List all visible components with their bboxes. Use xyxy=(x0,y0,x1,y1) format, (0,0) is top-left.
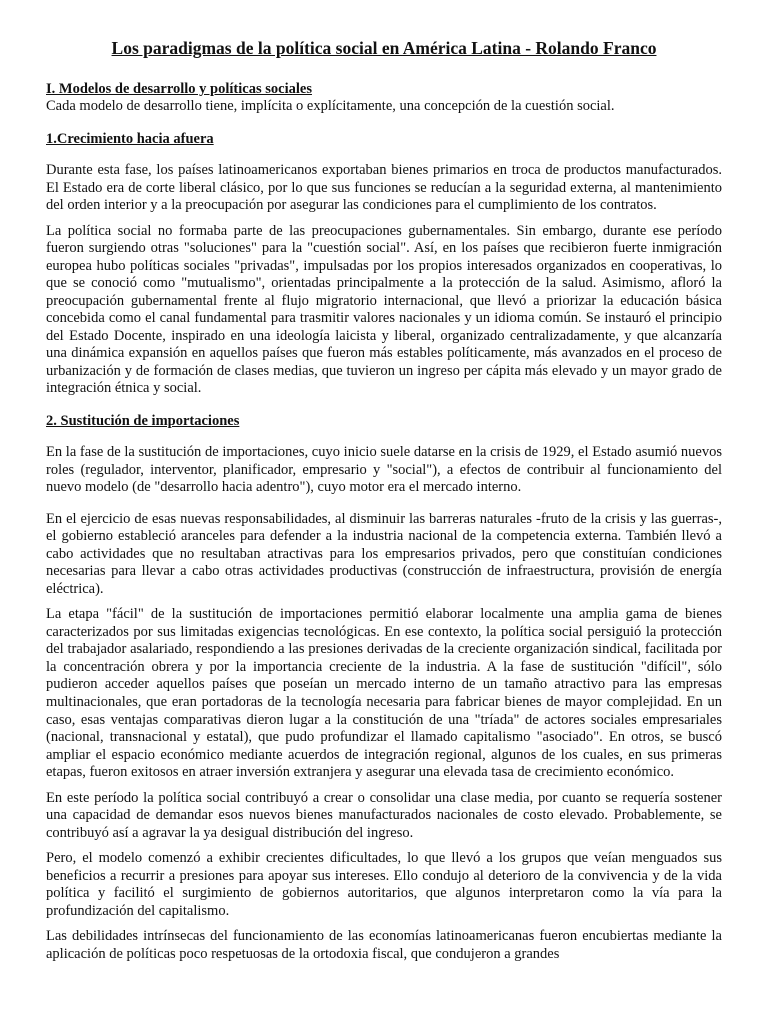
section-heading-modelos: I. Modelos de desarrollo y políticas sociales xyxy=(46,81,312,97)
section-intro-paragraph: Cada modelo de desarrollo tiene, implícita o explícitamente, una concepción de la cuestión social. xyxy=(46,98,615,115)
paragraph: En el ejercicio de esas nuevas responsabilidades, al disminuir las barreras naturales -fruto de la crisis y las guerras-, el gobierno estableció aranceles para defender a la industria nacional de la competencia externa. También llevó a cabo actividades que no resultaban atractivas para los empresarios privados, pero que constituían condiciones necesarias para llevar a cabo otras actividades productivas (construcción de infraestructura, provisión de energía eléctrica). xyxy=(46,510,722,597)
paragraph: En la fase de la sustitución de importaciones, cuyo inicio suele datarse en la crisis de 1929, el Estado asumió nuevos roles (regulador, interventor, planificador, empresario y "social"), a efectos de contribuir al funcionamiento del nuevo modelo (de "desarrollo hacia adentro"), cuyo motor era el mercado interno. xyxy=(46,444,722,496)
paragraph: Pero, el modelo comenzó a exhibir crecientes dificultades, lo que llevó a los grupos que veían menguados sus beneficios a recurrir a presiones para apoyar sus intereses. Ello condujo al deterioro de la convivencia y de la vida política y facilitó el surgimiento de gobiernos autoritarios, que algunos interpretaron como la vía para la profundización del capitalismo. xyxy=(46,850,722,919)
paragraph: Las debilidades intrínsecas del funcionamiento de las economías latinoamericanas fueron encubiertas mediante la aplicación de políticas poco respetuosas de la ortodoxia fiscal, que condujeron a grandes xyxy=(46,928,722,962)
paragraph: En este período la política social contribuyó a crear o consolidar una clase media, por cuanto se requería sostener una capacidad de demandar esos nuevos bienes manufacturados nacionales de costo elevado. Probablemente, se contribuyó así a agravar la ya desigual distribución del ingreso. xyxy=(46,789,722,841)
subsection-heading-crecimiento: 1.Crecimiento hacia afuera xyxy=(46,130,214,147)
paragraph: Durante esta fase, los países latinoamericanos exportaban bienes primarios en troca de productos manufacturados. El Estado era de corte liberal clásico, por lo que sus funciones se reducían a la seguridad externa, al mantenimiento del orden interior y a la preocupación por asegurar las condiciones para el cumplimiento de los contratos. xyxy=(46,162,722,214)
paragraph: La política social no formaba parte de las preocupaciones gubernamentales. Sin embargo, durante ese período fueron surgiendo otras "soluciones" para la "cuestión social". Así, en los países que recibieron fuerte inmigración europea hubo políticas sociales "privadas", impulsadas por los propios interesados organizados en cooperativas, lo que se conoció como "mutualismo", orientadas principalmente a la protección de la salud. Asimismo, afloró la preocupación gubernamental frente al flujo migratorio internacional, que llevó a priorizar la educación básica concebida como el canal fundamental para trasmitir valores nacionales y un idioma común. Se instauró el principio del Estado Docente, inspirado en una ideología laicista y liberal, organizado centralizadamente, y que alcanzaría una dinámica expansión en aquellos países que fueron más estables políticamente, más avanzados en el proceso de urbanización y de formación de clases medias, que tuvieron un ingreso per cápita más elevado y un mayor grado de integración étnica y social. xyxy=(46,222,722,397)
subsection-heading-sustitucion: 2. Sustitución de importaciones xyxy=(46,412,240,429)
paragraph: La etapa "fácil" de la sustitución de importaciones permitió elaborar localmente una amplia gama de bienes caracterizados por sus limitadas exigencias tecnológicas. En ese contexto, la política social persiguió la protección del trabajador asalariado, respondiendo a las presiones derivadas de la creciente organización sindical, facilitada por la concentración obrera y por la importancia creciente de la industria. A la fase de sustitución "difícil", sólo pudieron acceder aquellos países que poseían un mercado interno de un tamaño atractivo para las empresas multinacionales, que eran portadoras de la tecnología necesaria para fabricar bienes de mayor complejidad. En un caso, esas ventajas comparativas dieron lugar a la constitución de una "tríada" de actores sociales empresariales (nacional, transnacional y estatal), que pudo profundizar el llamado capitalismo "asociado". En otros, se buscó ampliar el espacio económico mediante acuerdos de integración regional, algunos de los cuales, en sus primeras etapas, fueron exitosos en atraer inversión extranjera y asegurar una elevada tasa de crecimiento económico. xyxy=(46,606,722,781)
document-title: Los paradigmas de la política social en América Latina - Rolando Franco xyxy=(111,38,657,58)
